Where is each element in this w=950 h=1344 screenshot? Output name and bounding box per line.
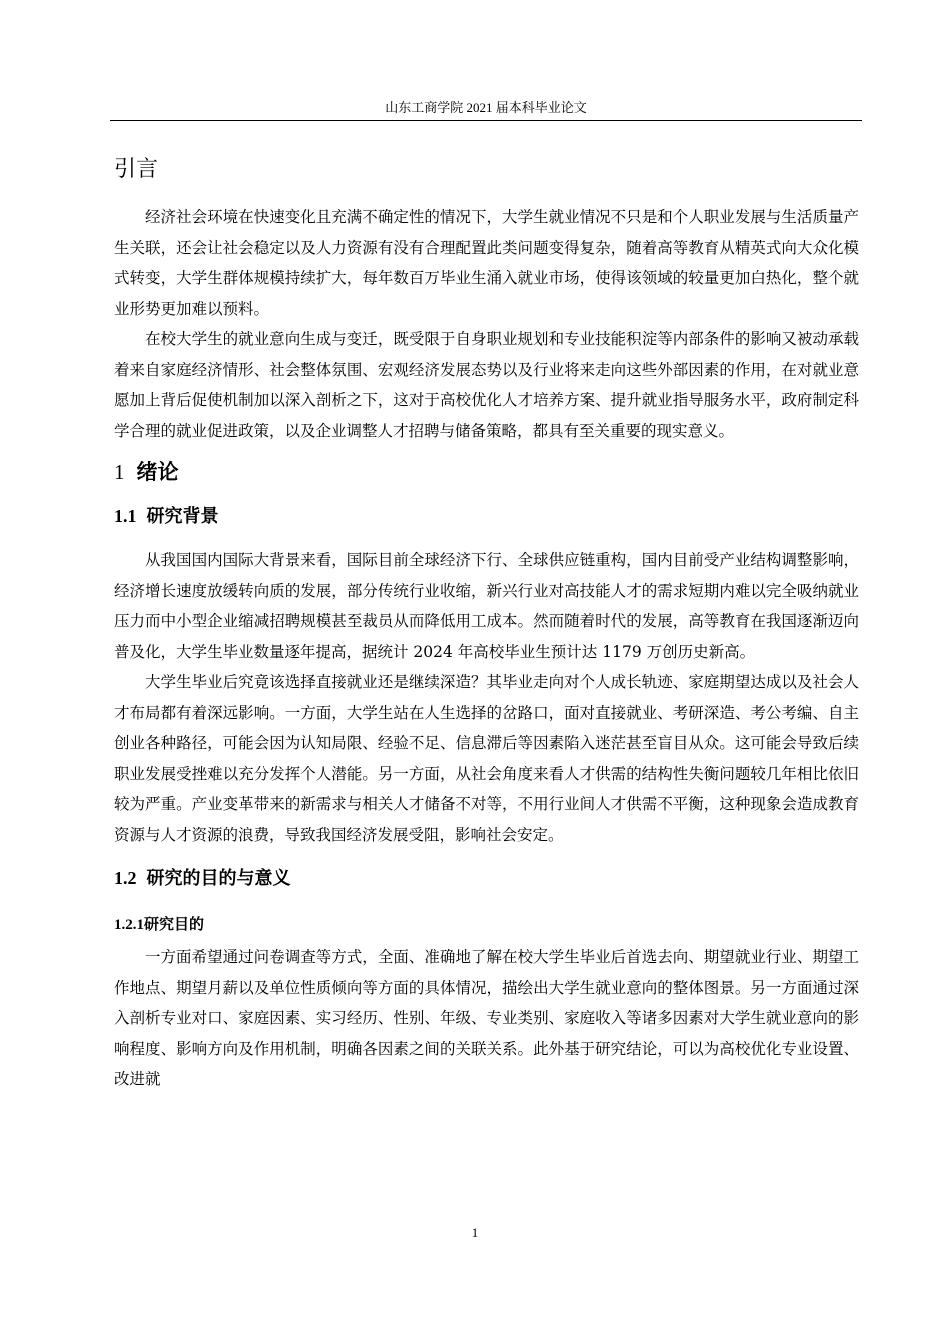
page-number: 1 (471, 1225, 479, 1240)
section-1-2-1-paragraph-1: 一方面希望通过问卷调查等方式，全面、准确地了解在校大学生毕业后首选去向、期望就业行业、期望工作地点、期望月薪以及单位性质倾向等方面的具体情况，描绘出大学生就业意向的整体图景。另一方面通过深入剖析专业对口、家庭因素、实习经历、性别、年级、专业类别、家庭收入等诸多因素对大学生就业意向的影响程度、影响方向及作用机制，明确各因素之间的关联关系。此外基于研究结论，可以为高校优化专业设置、改进就 (114, 948, 859, 1088)
chapter-1-heading (114, 452, 859, 492)
section-1-1-paragraph-1: 从我国国内国际大背景来看，国际目前全球经济下行、全球供应链重构，国内目前受产业结构调整影响，经济增长速度放缓转向质的发展，部分传统行业收缩，新兴行业对高技能人才的需求短期内难以完全吸纳就业压力而中小型企业缩减招聘规模甚至裁员从而降低用工成本。然而随着时代的发展，高等教育在我国逐渐迈向普及化，大学生毕业数量逐年提高，据统计 2024 年高校毕业生预计达 1179 万创历史新高。 (114, 551, 859, 661)
section-1-1-heading (114, 498, 859, 535)
section-1-2-title: 研究的目的与意义 (146, 868, 291, 889)
page-content (114, 150, 859, 1095)
intro-paragraph-1: 经济社会环境在快速变化且充满不确定性的情况下，大学生就业情况不只是和个人职业发展与生活质量产生关联，还会让社会稳定以及人力资源有没有合理配置此类问题变得复杂，随着高等教育从精英式向大众化模式转变，大学生群体规模持续扩大，每年数百万毕业生涌入就业市场，使得该领域的较量更加白热化，整个就业形势更加难以预料。 (114, 208, 859, 318)
section-1-2-number: 1.2 (114, 868, 137, 888)
section-1-2-1-title: 研究目的 (144, 915, 205, 933)
page-header: 山东工商学院 2021 届本科毕业论文 (385, 100, 587, 115)
section-1-2-1-heading (114, 907, 859, 942)
header-rule (110, 120, 862, 121)
section-1-2-1-number: 1.2.1 (114, 917, 144, 933)
chapter-1-number: 1 (114, 460, 125, 484)
chapter-1-title: 绪论 (136, 460, 179, 484)
section-1-1-title: 研究背景 (146, 506, 219, 527)
section-1-2-heading (114, 860, 859, 897)
section-1-1-paragraph-2: 大学生毕业后究竟该选择直接就业还是继续深造？其毕业走向对个人成长轨迹、家庭期望达成以及社会人才布局都有着深远影响。一方面，大学生站在人生选择的岔路口，面对直接就业、考研深造、考公考编、自主创业各种路径，可能会因为认知局限、经验不足、信息滞后等因素陷入迷茫甚至盲目从众。这可能会导致后续职业发展受挫难以充分发挥个人潜能。另一方面，从社会角度来看人才供需的结构性失衡问题较几年相比依旧较为严重。产业变革带来的新需求与相关人才储备不对等，不用行业间人才供需不平衡，这种现象会造成教育资源与人才资源的浪费，导致我国经济发展受阻，影响社会安定。 (114, 673, 859, 844)
section-1-1-number: 1.1 (114, 506, 137, 526)
intro-heading: 引言 (114, 157, 159, 182)
intro-paragraph-2: 在校大学生的就业意向生成与变迁，既受限于自身职业规划和专业技能积淀等内部条件的影响又被动承载着来自家庭经济情形、社会整体氛围、宏观经济发展态势以及行业将来走向这些外部因素的作用，在对就业意愿加上背后促使机制加以深入剖析之下，这对于高校优化人才培养方案、提升就业指导服务水平，政府制定科学合理的就业促进政策，以及企业调整人才招聘与储备策略，都具有至关重要的现实意义。 (114, 330, 859, 440)
